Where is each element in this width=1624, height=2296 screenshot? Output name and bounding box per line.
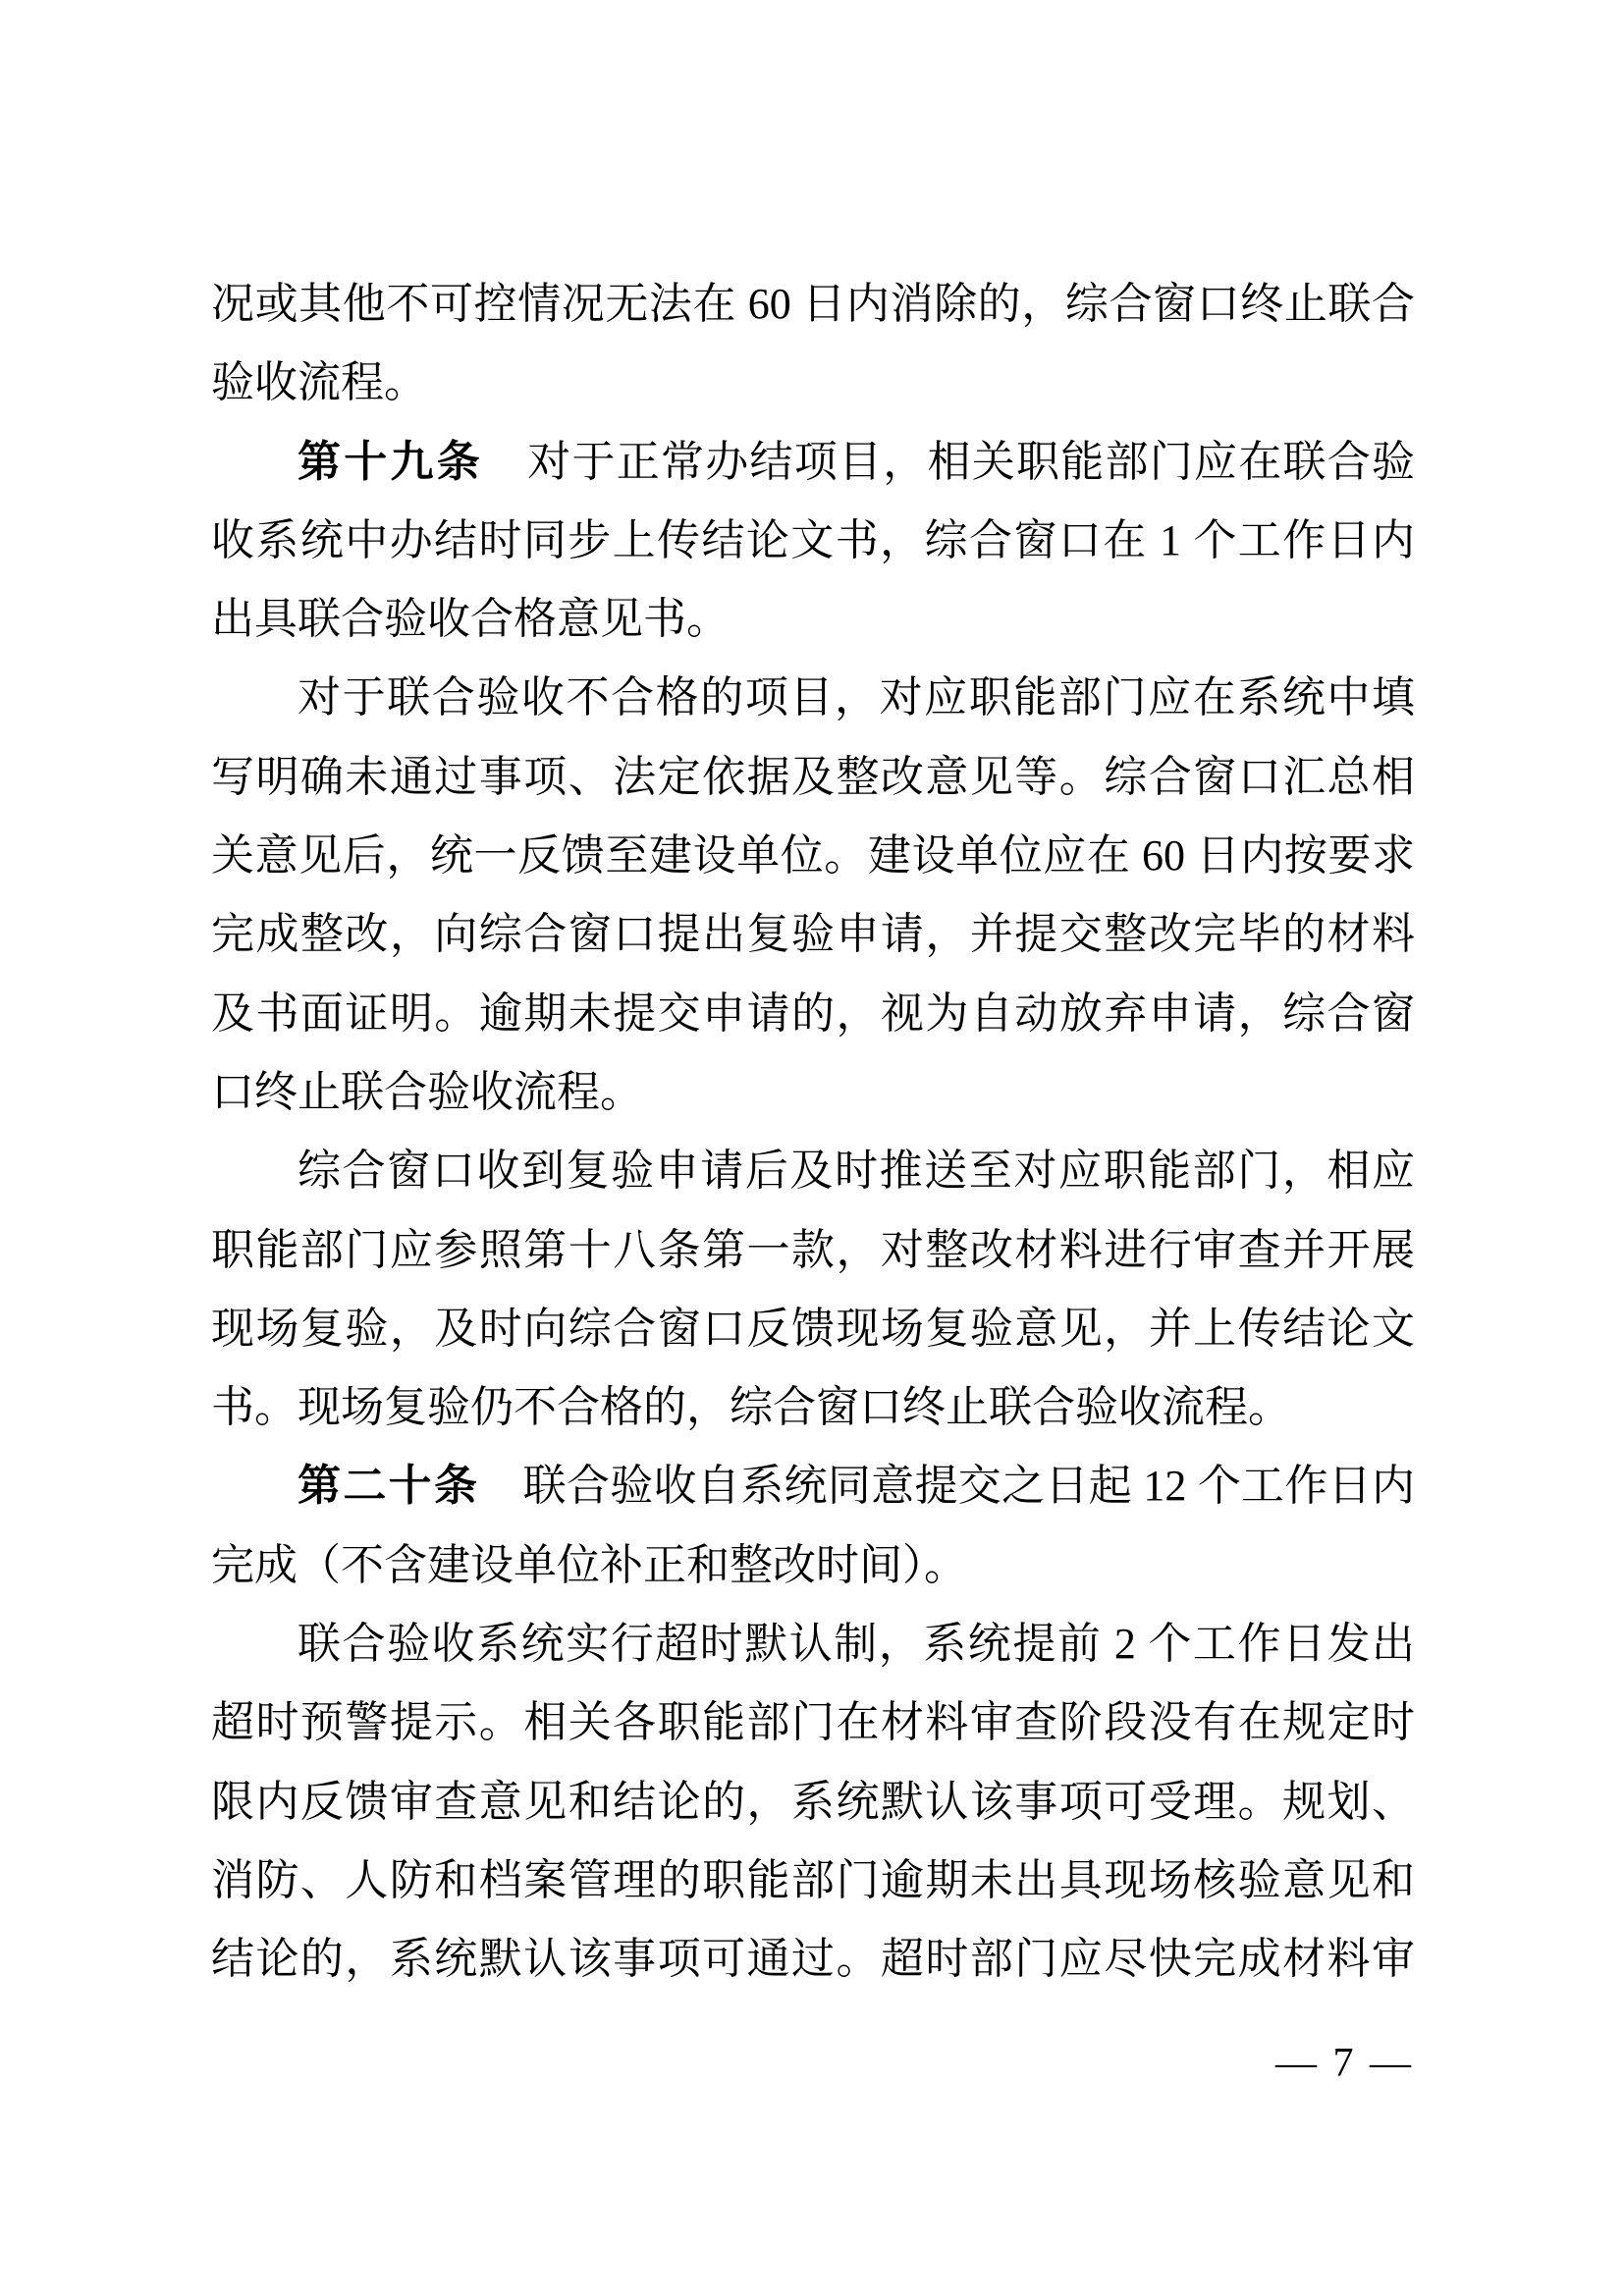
page-number: — 7 — bbox=[1275, 2041, 1414, 2086]
text-line: 完成（不含建设单位补正和整改时间）。 bbox=[211, 1540, 967, 1589]
text-line: 对于联合验收不合格的项目，对应职能部门应在系统中填 bbox=[298, 673, 1415, 722]
text-line: 完成整改，向综合窗口提出复验申请，并提交整改完毕的材料 bbox=[211, 910, 1415, 959]
text-line: 综合窗口收到复验申请后及时推送至对应职能部门，相应 bbox=[298, 1147, 1415, 1196]
text-line: 验收流程。 bbox=[211, 358, 427, 407]
text-run: 对于正常办结项目，相关职能部门应在联合验 bbox=[483, 437, 1415, 486]
text-line: 书。现场复验仍不合格的，综合窗口终止联合验收流程。 bbox=[211, 1383, 1291, 1432]
document-body bbox=[211, 265, 1415, 2000]
text-line: 联合验收系统实行超时默认制，系统提前 2 个工作日发出 bbox=[298, 1620, 1415, 1669]
text-line bbox=[211, 423, 1415, 502]
text-line: 收系统中办结时同步上传结论文书，综合窗口在 1 个工作日内 bbox=[211, 515, 1415, 564]
text-run: 联合验收自系统同意提交之日起 12 个工作日内 bbox=[479, 1462, 1415, 1511]
text-line: 况或其他不可控情况无法在 60 日内消除的，综合窗口终止联合 bbox=[211, 280, 1415, 328]
text-line: 现场复验，及时向综合窗口反馈现场复验意见，并上传结论文 bbox=[211, 1304, 1415, 1353]
text-line: 出具联合验收合格意见书。 bbox=[211, 595, 730, 644]
article-heading: 第二十条 bbox=[298, 1462, 480, 1511]
text-line: 超时预警提示。相关各职能部门在材料审查阶段没有在规定时 bbox=[211, 1698, 1415, 1747]
text-line: 及书面证明。逾期未提交申请的，视为自动放弃申请，综合窗 bbox=[211, 988, 1415, 1038]
text-line: 口终止联合验收流程。 bbox=[211, 1067, 643, 1116]
text-line: 消防、人防和档案管理的职能部门逾期未出具现场核验意见和 bbox=[211, 1855, 1415, 1904]
text-line: 职能部门应参照第十八条第一款，对整改材料进行审查并开展 bbox=[211, 1225, 1415, 1274]
text-line bbox=[211, 1447, 1415, 1525]
text-line: 限内反馈审查意见和结论的，系统默认该事项可受理。规划、 bbox=[211, 1777, 1415, 1826]
text-line: 写明确未通过事项、法定依据及整改意见等。综合窗口汇总相 bbox=[211, 752, 1415, 801]
text-line: 结论的，系统默认该事项可通过。超时部门应尽快完成材料审 bbox=[211, 1935, 1415, 1984]
article-heading: 第十九条 bbox=[298, 437, 483, 486]
text-line: 关意见后，统一反馈至建设单位。建设单位应在 60 日内按要求 bbox=[211, 831, 1415, 881]
